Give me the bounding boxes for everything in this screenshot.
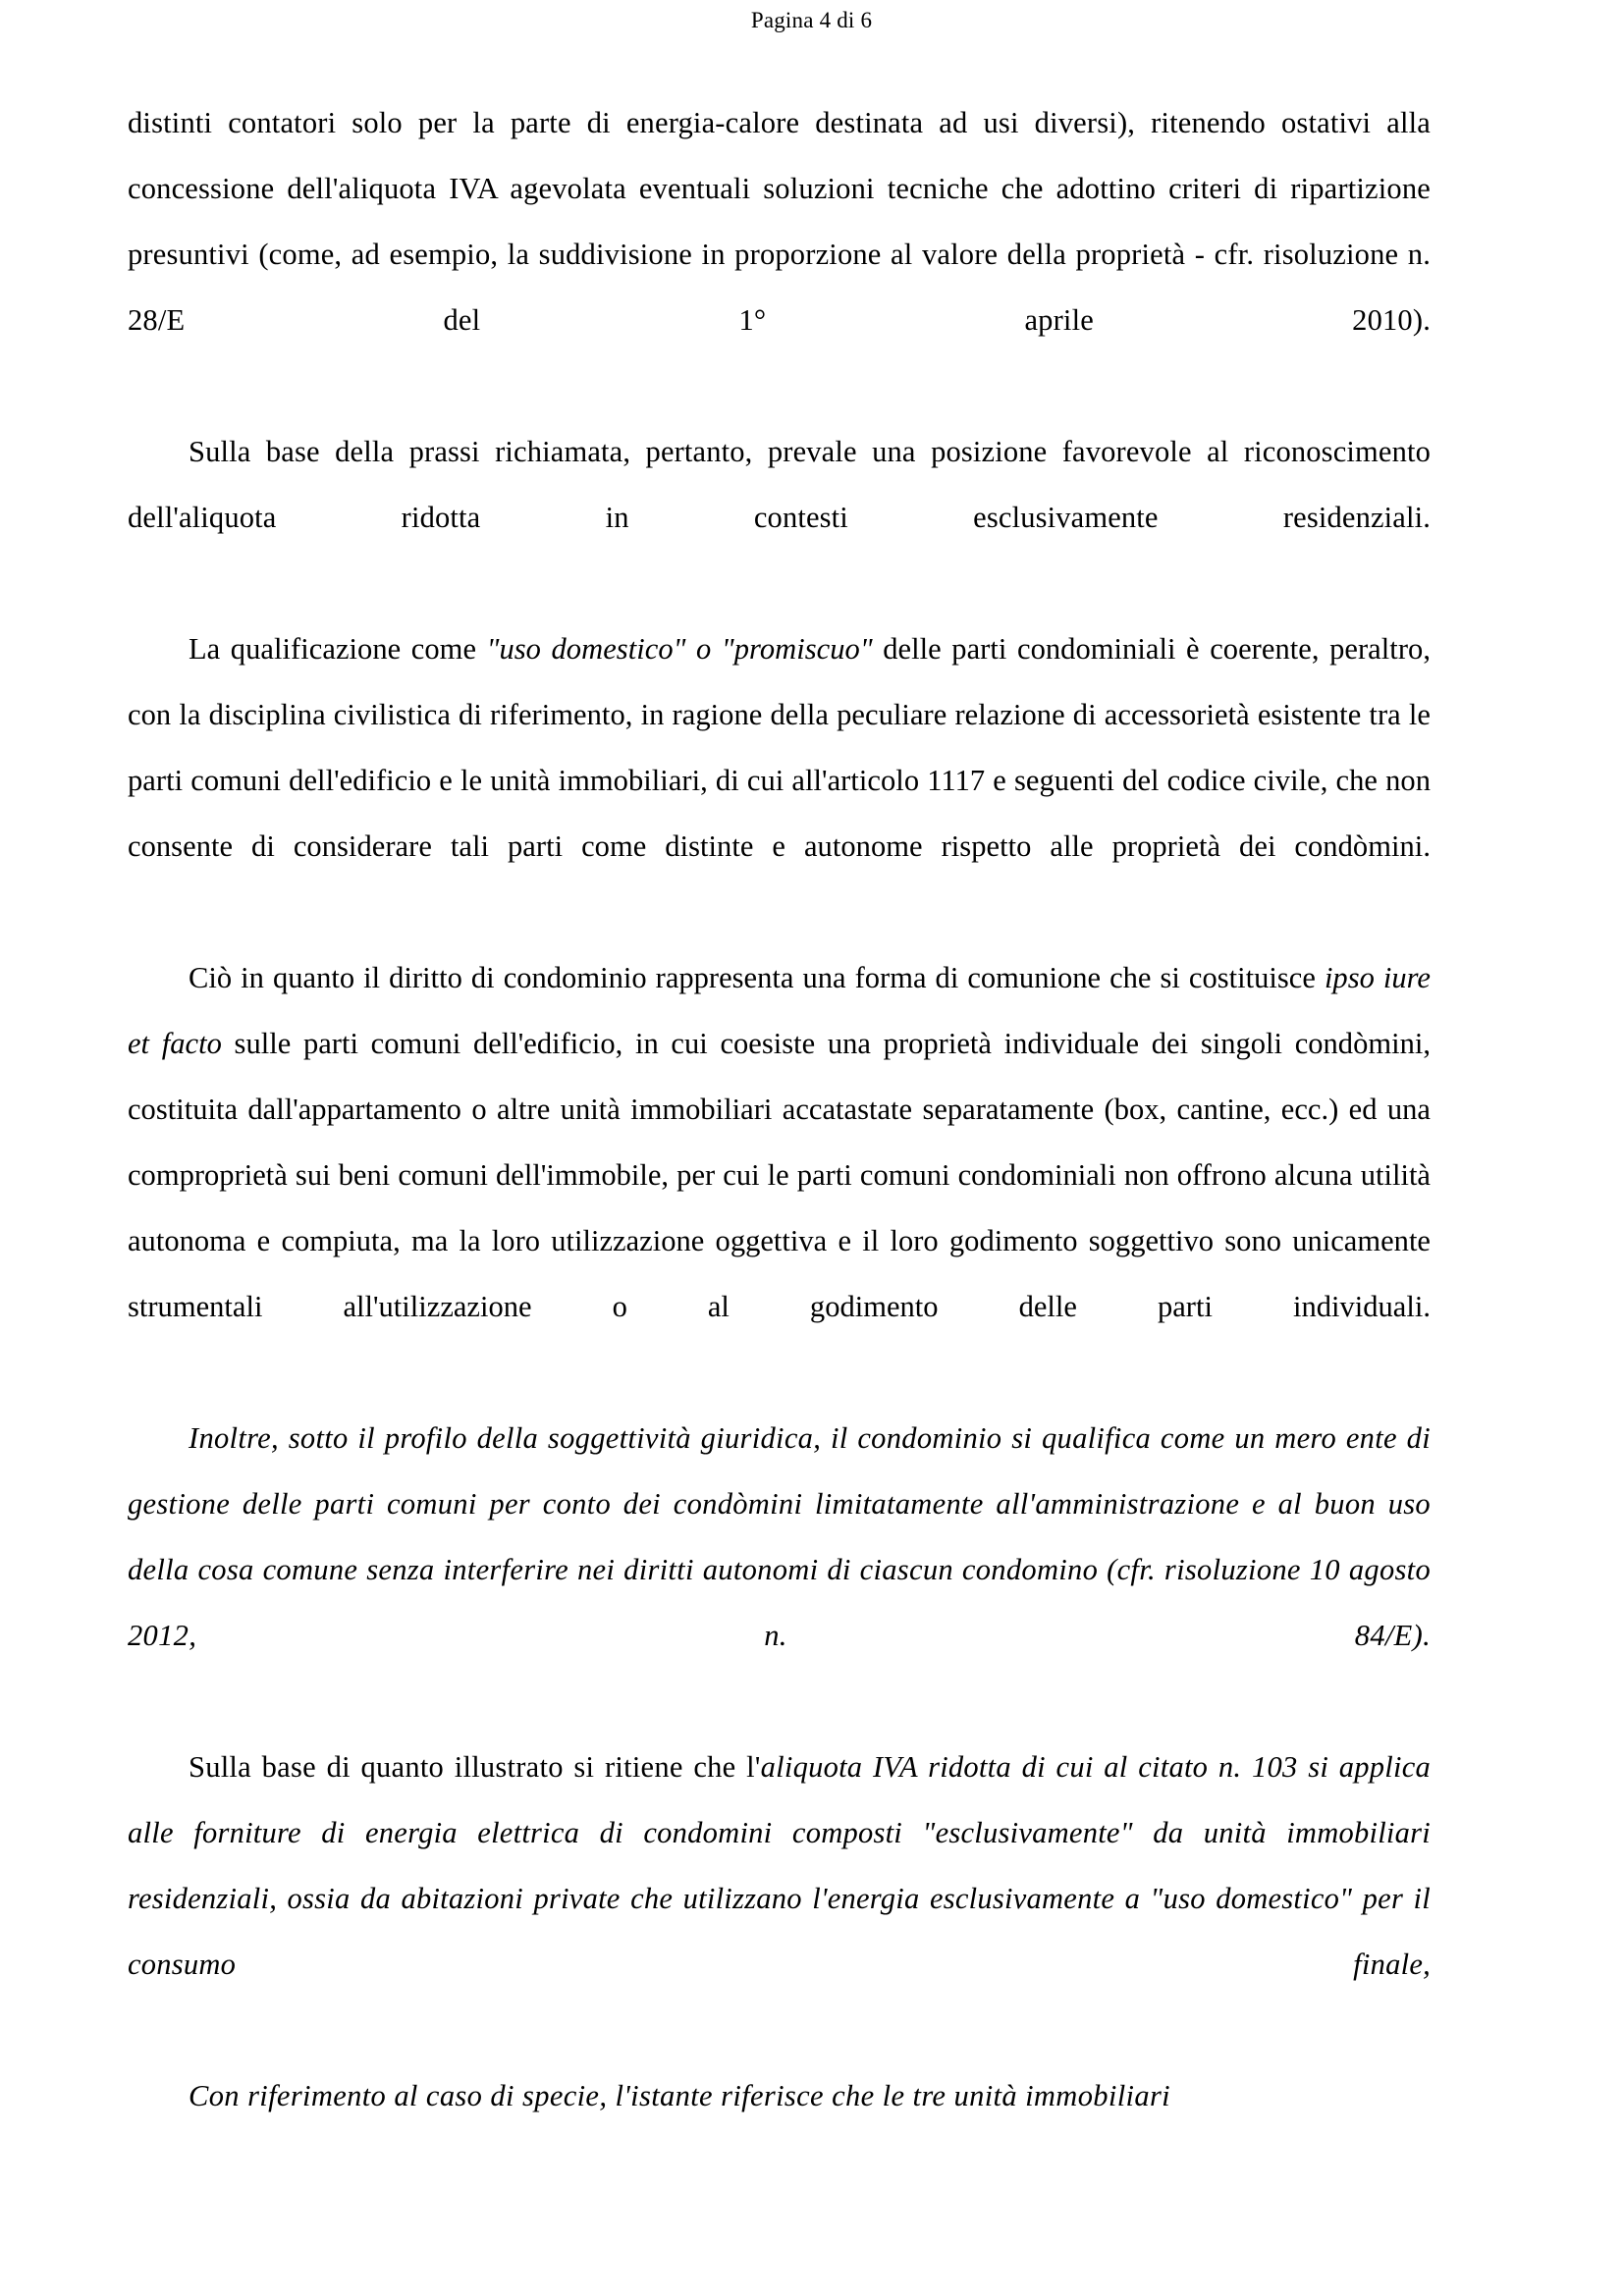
paragraph-3-run-3: delle parti condominiali è coerente, peraltro, con la disciplina civilistica di riferimento, in ragione della peculiare relazione di accessorietà esistente tra le parti comuni dell'edificio e le unità immobiliari, di cui all'articolo 1117 e seguenti del codice civile, che non consente di considerare tali parti come distinte e autonome rispetto alle proprietà dei condòmini. [128, 632, 1431, 863]
paragraph-4-run-3: sulle parti comuni dell'edificio, in cui coesiste una proprietà individuale dei singoli condòmini, costituita dall'appartamento o altre unità immobiliari accatastate separatamente (box, cantine, ecc.) ed una comproprietà sui beni comuni dell'immobile, per cui le parti comuni condominiali non offrono alcuna utilità autonoma e compiuta, ma la loro utilizzazione oggettiva e il loro godimento soggettivo sono unicamente strumentali all'utilizzazione o al godimento delle parti individuali. [128, 1027, 1431, 1323]
paragraph-6-run-1: Sulla base di quanto illustrato si ritiene che l' [189, 1750, 761, 1784]
paragraph-4-run-2-italic: ipso iure et facto [128, 961, 1431, 1060]
paragraph-6-run-2-italic: aliquota IVA ridotta di cui al citato n. 103 si applica alle forniture di energia elettrica di condomini composti "esclusivamente" da unità immobiliari residenziali, ossia da abitazioni private che utilizzano l'energia esclusivamente a "uso domestico" per il consumo finale, [128, 1750, 1432, 1981]
paragraph-1-text: distinti contatori solo per la parte di energia-calore destinata ad usi diversi), ritenendo ostativi alla concessione dell'aliquota IVA agevolata eventuali soluzioni tecniche che adottino criteri di ripartizione presuntivi (come, ad esempio, la suddivisione in proporzione al valore della proprietà - cfr. risoluzione n. 28/E del 1° aprile 2010). [128, 106, 1431, 337]
paragraph-4 [128, 945, 1431, 1406]
paragraph-6 [128, 1735, 1431, 2063]
paragraph-3-run-1: La qualificazione come [189, 632, 487, 666]
paragraph-5-text: Inoltre, sotto il profilo della soggettività giuridica, il condominio si qualifica come un mero ente di gestione delle parti comuni per conto dei condòmini limitatamente all'amministrazione e al buon uso della cosa comune senza interferire nei diritti autonomi di ciascun condomino (cfr. risoluzione 10 agosto 2012, n. 84/E). [128, 1421, 1431, 1652]
paragraph-7-text: Con riferimento al caso di specie, l'istante riferisce che le tre unità immobiliari [189, 2079, 1171, 2112]
paragraph-1 [128, 90, 1431, 419]
paragraph-2-text: Sulla base della prassi richiamata, pertanto, prevale una posizione favorevole al riconoscimento dell'aliquota ridotta in contesti esclusivamente residenziali. [128, 435, 1431, 534]
paragraph-5 [128, 1406, 1431, 1735]
body-text-column [128, 90, 1431, 2129]
paragraph-2 [128, 419, 1431, 616]
paragraph-7 [128, 2063, 1431, 2129]
paragraph-3-run-2-italic: "uso domestico" o "promiscuo" [486, 632, 873, 666]
page-header-running-title: Pagina 4 di 6 [750, 8, 873, 32]
paragraph-3 [128, 616, 1431, 945]
paragraph-4-run-1: Ciò in quanto il diritto di condominio rappresenta una forma di comunione che si costituisce [189, 961, 1325, 994]
